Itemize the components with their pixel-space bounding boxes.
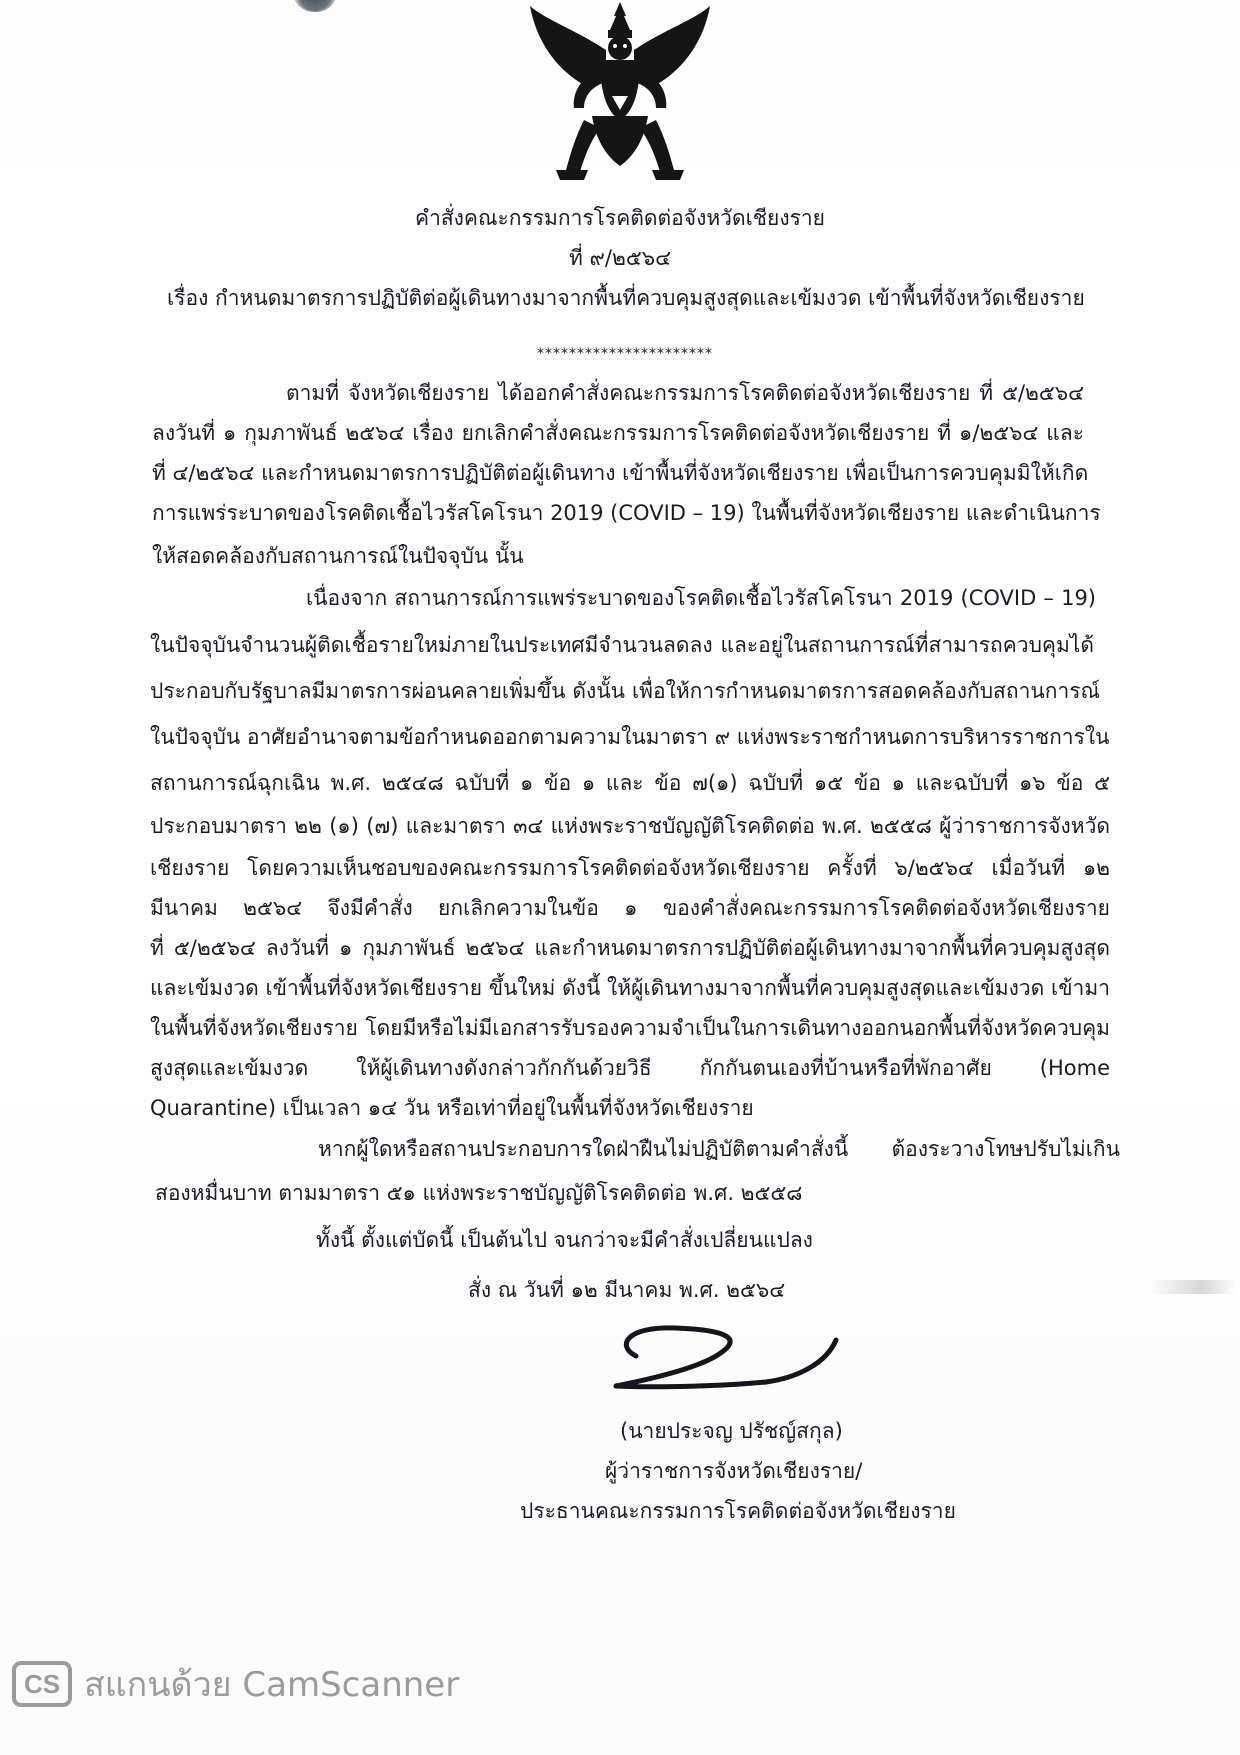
paragraph-line: สูงสุดและเข้มงวด ให้ผู้เดินทางดังกล่าวกักกันด้วยวิธี กักกันตนเองที่บ้านหรือที่พักอาศัย (Home [150, 1056, 1110, 1080]
handwritten-signature [596, 1316, 896, 1406]
order-number: ที่ ๙/๒๕๖๔ [569, 246, 671, 270]
order-date: สั่ง ณ วันที่ ๑๒ มีนาคม พ.ศ. ๒๕๖๔ [468, 1278, 786, 1302]
paragraph-line: ประกอบมาตรา ๒๒ (๑) (๗) และมาตรา ๓๔ แห่งพระราชบัญญัติโรคติดต่อ พ.ศ. ๒๕๕๘ ผู้ว่าราชการจังหวัด [150, 814, 1110, 838]
order-subject: เรื่อง กำหนดมาตรการปฏิบัติต่อผู้เดินทางมาจากพื้นที่ควบคุมสูงสุดและเข้มงวด เข้าพื้นที่จังหวัดเชียงราย [167, 286, 1085, 310]
paragraph-line: สองหมื่นบาท ตามมาตรา ๕๑ แห่งพระราชบัญญัติโรคติดต่อ พ.ศ. ๒๕๕๘ [155, 1181, 803, 1205]
garuda-emblem-icon [526, 0, 714, 182]
paragraph-line: และเข้มงวด เข้าพื้นที่จังหวัดเชียงราย ขึ้นใหม่ ดังนี้ ให้ผู้เดินทางมาจากพื้นที่ควบคุมสูงสุดและเข้มงวด เข้ามา [150, 976, 1110, 1000]
paragraph-line: Quarantine) เป็นเวลา ๑๔ วัน หรือเท่าที่อยู่ในพื้นที่จังหวัดเชียงราย [150, 1096, 754, 1120]
camscanner-logo-icon: CS [12, 1661, 72, 1707]
paragraph-line: ในปัจจุบัน อาศัยอำนาจตามข้อกำหนดออกตามความในมาตรา ๙ แห่งพระราชกำหนดการบริหารราชการใน [150, 725, 1110, 749]
paragraph-line: เนื่องจาก สถานการณ์การแพร่ระบาดของโรคติดเชื้อไวรัสโคโรนา 2019 (COVID – 19) [306, 586, 1096, 610]
signatory-position: ผู้ว่าราชการจังหวัดเชียงราย/ [605, 1459, 863, 1483]
signatory-title: ประธานคณะกรรมการโรคติดต่อจังหวัดเชียงราย [520, 1499, 956, 1523]
order-title: คำสั่งคณะกรรมการโรคติดต่อจังหวัดเชียงราย [415, 206, 825, 230]
paragraph-line: ที่ ๔/๒๕๖๔ และกำหนดมาตรการปฏิบัติต่อผู้เดินทาง เข้าพื้นที่จังหวัดเชียงราย เพื่อเป็นการควบคุมมิให้เกิด [152, 461, 1089, 485]
paragraph-line: ประกอบกับรัฐบาลมีมาตรการผ่อนคลายเพิ่มขึ้น ดังนั้น เพื่อให้การกำหนดมาตรการสอดคล้องกับสถานการณ์ [150, 679, 1100, 703]
paragraph-line: ในปัจจุบันจำนวนผู้ติดเชื้อรายใหม่ภายในประเทศมีจำนวนลดลง และอยู่ในสถานการณ์ที่สามารถควบคุมได้ [150, 633, 1094, 657]
paragraph-line: หากผู้ใดหรือสถานประกอบการใดฝ่าฝืนไม่ปฏิบัติตามคำสั่งนี้ ต้องระวางโทษปรับไม่เกิน [318, 1137, 1120, 1161]
effective-statement: ทั้งนี้ ตั้งแต่บัดนี้ เป็นต้นไป จนกว่าจะมีคำสั่งเปลี่ยนแปลง [316, 1228, 813, 1252]
separator-line: ********************** [537, 346, 713, 362]
paragraph-line: ที่ ๕/๒๕๖๔ ลงวันที่ ๑ กุมภาพันธ์ ๒๕๖๔ และกำหนดมาตรการปฏิบัติต่อผู้เดินทางมาจากพื้นที่ควบคุมสูงสุด [150, 936, 1110, 960]
paragraph-line: ในพื้นที่จังหวัดเชียงราย โดยมีหรือไม่มีเอกสารรับรองความจำเป็นในการเดินทางออกนอกพื้นที่จังหวัดควบคุม [150, 1016, 1110, 1040]
corner-smudge [292, 0, 338, 12]
paragraph-line: ตามที่ จังหวัดเชียงราย ได้ออกคำสั่งคณะกรรมการโรคติดต่อจังหวัดเชียงราย ที่ ๕/๒๕๖๔ [286, 381, 1084, 405]
scan-edge-mark [1150, 1280, 1236, 1294]
camscanner-text: สแกนด้วย CamScanner [84, 1665, 460, 1705]
paragraph-line: เชียงราย โดยความเห็นชอบของคณะกรรมการโรคติดต่อจังหวัดเชียงราย ครั้งที่ ๖/๒๕๖๔ เมื่อวันที่ ๑๒ [150, 856, 1110, 880]
paragraph-line: สถานการณ์ฉุกเฉิน พ.ศ. ๒๕๔๘ ฉบับที่ ๑ ข้อ ๑ และ ข้อ ๗(๑) ฉบับที่ ๑๕ ข้อ ๑ และฉบับที่ ๑๖ ข้อ ๕ [150, 771, 1110, 795]
paragraph-line: ให้สอดคล้องกับสถานการณ์ในปัจจุบัน นั้น [152, 544, 524, 568]
paragraph-line: ลงวันที่ ๑ กุมภาพันธ์ ๒๕๖๔ เรื่อง ยกเลิกคำสั่งคณะกรรมการโรคติดต่อจังหวัดเชียงราย ที่ ๑/๒๕๖๔ และ [152, 421, 1084, 445]
paragraph-line: มีนาคม ๒๕๖๔ จึงมีคำสั่ง ยกเลิกความในข้อ ๑ ของคำสั่งคณะกรรมการโรคติดต่อจังหวัดเชียงราย [150, 896, 1110, 920]
signatory-name: (นายประจญ ปรัชญ์สกุล) [620, 1419, 843, 1443]
camscanner-watermark [12, 1660, 459, 1708]
paragraph-line: การแพร่ระบาดของโรคติดเชื้อไวรัสโคโรนา 2019 (COVID – 19) ในพื้นที่จังหวัดเชียงราย และดำเนินการ [152, 501, 1101, 525]
